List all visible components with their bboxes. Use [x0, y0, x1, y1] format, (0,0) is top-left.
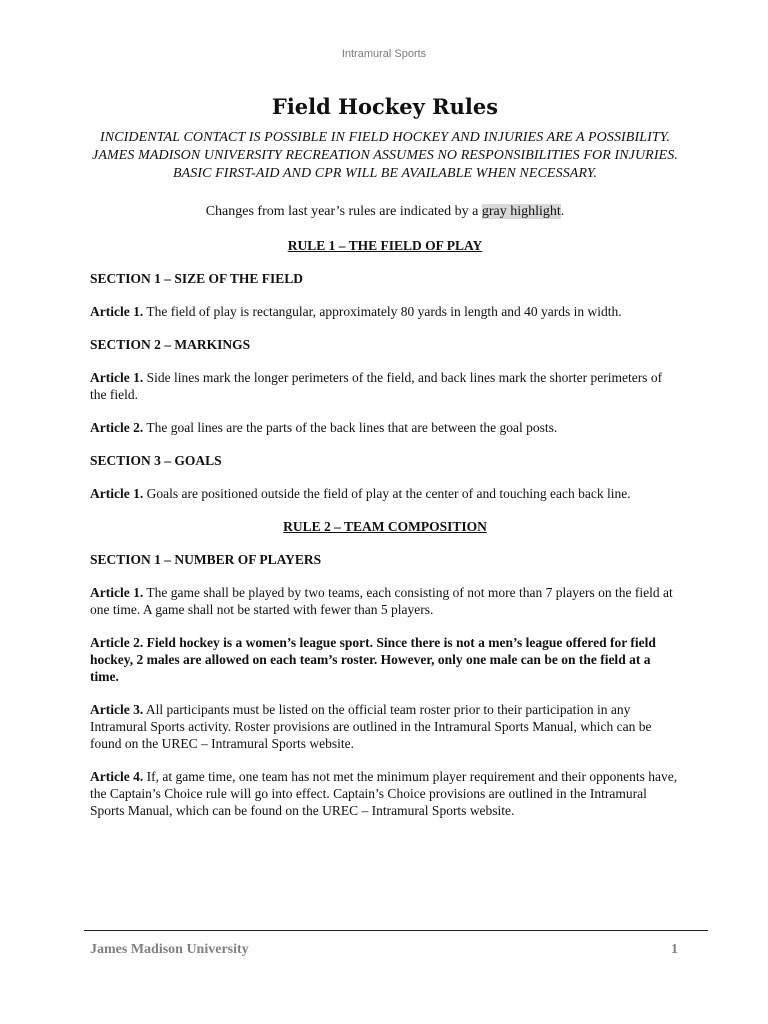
disclaimer-line: BASIC FIRST-AID AND CPR WILL BE AVAILABLE WHEN NECESSARY.	[172, 166, 598, 181]
gray-highlight-sample: gray highlight	[481, 204, 561, 219]
injury-disclaimer	[90, 129, 680, 183]
article-text: All participants must be listed on the official team roster prior to their participation in any Intramural Sports activity. Roster provisions are outlined in the Intramural Sports Manual, which can be found on the UREC – Intramural Sports website.	[90, 702, 652, 751]
article	[90, 584, 680, 618]
disclaimer-line: JAMES MADISON UNIVERSITY RECREATION ASSUMES NO RESPONSIBILITIES FOR INJURIES.	[92, 148, 678, 163]
article	[90, 369, 680, 403]
rule-heading: RULE 2 – TEAM COMPOSITION	[283, 519, 487, 534]
article-text: The game shall be played by two teams, each consisting of not more than 7 players on the field at one time. A game shall not be started with fewer than 5 players.	[90, 585, 673, 617]
article-text: The goal lines are the parts of the back lines that are between the goal posts.	[143, 420, 558, 435]
section-heading: SECTION 1 – SIZE OF THE FIELD	[90, 271, 304, 286]
changes-prefix: Changes from last year’s rules are indicated by a	[205, 204, 482, 219]
article-label: Article 1.	[90, 370, 144, 385]
article	[90, 303, 680, 320]
article-label: Article 4.	[90, 769, 144, 784]
changes-note	[90, 203, 680, 221]
document-body	[90, 90, 680, 835]
running-header: Intramural Sports	[341, 48, 427, 60]
article	[90, 485, 680, 502]
footer-divider	[84, 930, 708, 931]
article-label: Article 3.	[90, 702, 144, 717]
article-label: Article 2.	[90, 420, 144, 435]
disclaimer-line: INCIDENTAL CONTACT IS POSSIBLE IN FIELD HOCKEY AND INJURIES ARE A POSSIBILITY.	[100, 130, 670, 145]
section-heading: SECTION 2 – MARKINGS	[90, 337, 251, 352]
article	[90, 701, 680, 752]
article-label: Article 2.	[90, 635, 144, 650]
article-text: The field of play is rectangular, approximately 80 yards in length and 40 yards in width.	[143, 304, 622, 319]
footer-university: James Madison University	[90, 942, 249, 957]
section-heading: SECTION 3 – GOALS	[90, 453, 222, 468]
article	[90, 768, 680, 819]
article-highlighted-change	[90, 634, 680, 685]
article-text: Goals are positioned outside the field of play at the center of and touching each back line.	[143, 486, 631, 501]
article-label: Article 1.	[90, 585, 144, 600]
changes-suffix: .	[560, 204, 565, 219]
page-title: Field Hockey Rules	[271, 94, 499, 119]
article-text: If, at game time, one team has not met the minimum player requirement and their opponents have, the Captain’s Choice rule will go into effect. Captain’s Choice provisions are outlined in the Intramural Sports Manual, which can be found on the UREC – Intramural Sports website.	[90, 769, 678, 818]
section-heading: SECTION 1 – NUMBER OF PLAYERS	[90, 552, 322, 567]
article-text: Side lines mark the longer perimeters of the field, and back lines mark the shorter perimeters of the field.	[90, 370, 663, 402]
rule-heading: RULE 1 – THE FIELD OF PLAY	[287, 238, 483, 253]
article-text: Field hockey is a women’s league sport. Since there is not a men’s league offered for field hockey, 2 males are allowed on each team’s roster. However, only one male can be on the field at a time.	[90, 635, 656, 684]
page-number: 1	[671, 942, 678, 957]
article-label: Article 1.	[90, 304, 144, 319]
article-label: Article 1.	[90, 486, 144, 501]
article	[90, 419, 680, 436]
